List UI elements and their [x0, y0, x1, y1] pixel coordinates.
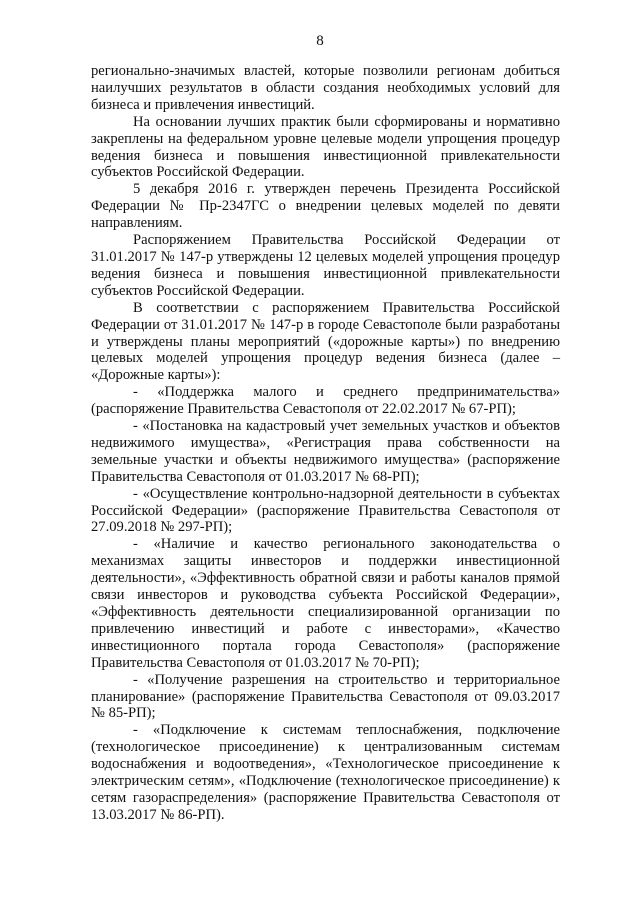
- list-item-1: - «Поддержка малого и среднего предпринимательства» (распоряжение Правительства Севастополя от 22.02.2017 № 67-РП);: [91, 384, 560, 418]
- list-item-2: - «Постановка на кадастровый учет земельных участков и объектов недвижимого имущества», «Регистрация права собственности на земельные участки и объекты недвижимого имущества» (распоряжение Правительства Севастополя от 01.03.2017 № 68-РП);: [91, 418, 560, 485]
- paragraph-2: На основании лучших практик были сформированы и нормативно закреплены на федеральном уровне целевые модели упрощения процедур ведения бизнеса и повышения инвестиционной привлекательности субъектов Российской Федерации.: [91, 113, 560, 181]
- page-number: 8: [316, 33, 324, 49]
- paragraph-4: Распоряжением Правительства Российской Федерации от 31.01.2017 № 147-р утверждены 12 целевых моделей упрощения процедур ведения бизнеса и повышения инвестиционной привлекательности субъектов Российской Федерации.: [91, 232, 560, 299]
- paragraph-1: регионально-значимых властей, которые позволили регионам добиться наилучших результатов в области создания необходимых условий для бизнеса и привлечения инвестиций.: [91, 63, 560, 113]
- document-body: [91, 63, 560, 824]
- paragraph-5: В соответствии с распоряжением Правительства Российской Федерации от 31.01.2017 № 147-р в городе Севастополе были разработаны и утверждены планы мероприятий («дорожные карты») по внедрению целевых моделей упрощения процедур ведения бизнеса (далее – «Дорожные карты»):: [91, 299, 560, 384]
- paragraph-3: 5 декабря 2016 г. утвержден перечень Президента Российской Федерации № Пр-2347ГС о внедрении целевых моделей по девяти направлениям.: [91, 181, 560, 232]
- list-item-5: - «Получение разрешения на строительство и территориальное планирование» (распоряжение Правительства Севастополя от 09.03.2017 № 85-РП);: [91, 671, 560, 722]
- list-item-4: - «Наличие и качество регионального законодательства о механизмах защиты инвесторов и поддержки инвестиционной деятельности», «Эффективность обратной связи и работы каналов прямой связи инвесторов и руководства субъекта Российской Федерации», «Эффективность деятельности специализированной организации по привлечению инвестиций и работе с инвесторами», «Качество инвестиционного портала города Севастополя» (распоряжение Правительства Севастополя от 01.03.2017 № 70-РП);: [91, 536, 560, 671]
- list-item-3: - «Осуществление контрольно-надзорной деятельности в субъектах Российской Федерации» (распоряжение Правительства Севастополя от 27.09.2018 № 297-РП);: [91, 485, 560, 536]
- list-item-6: - «Подключение к системам теплоснабжения, подключение (технологическое присоединение) к централизованным системам водоснабжения и водоотведения», «Технологическое присоединение к электрическим сетям», «Подключение (технологическое присоединение) к сетям газораспределения» (распоряжение Правительства Севастополя от 13.03.2017 № 86-РП).: [91, 722, 560, 823]
